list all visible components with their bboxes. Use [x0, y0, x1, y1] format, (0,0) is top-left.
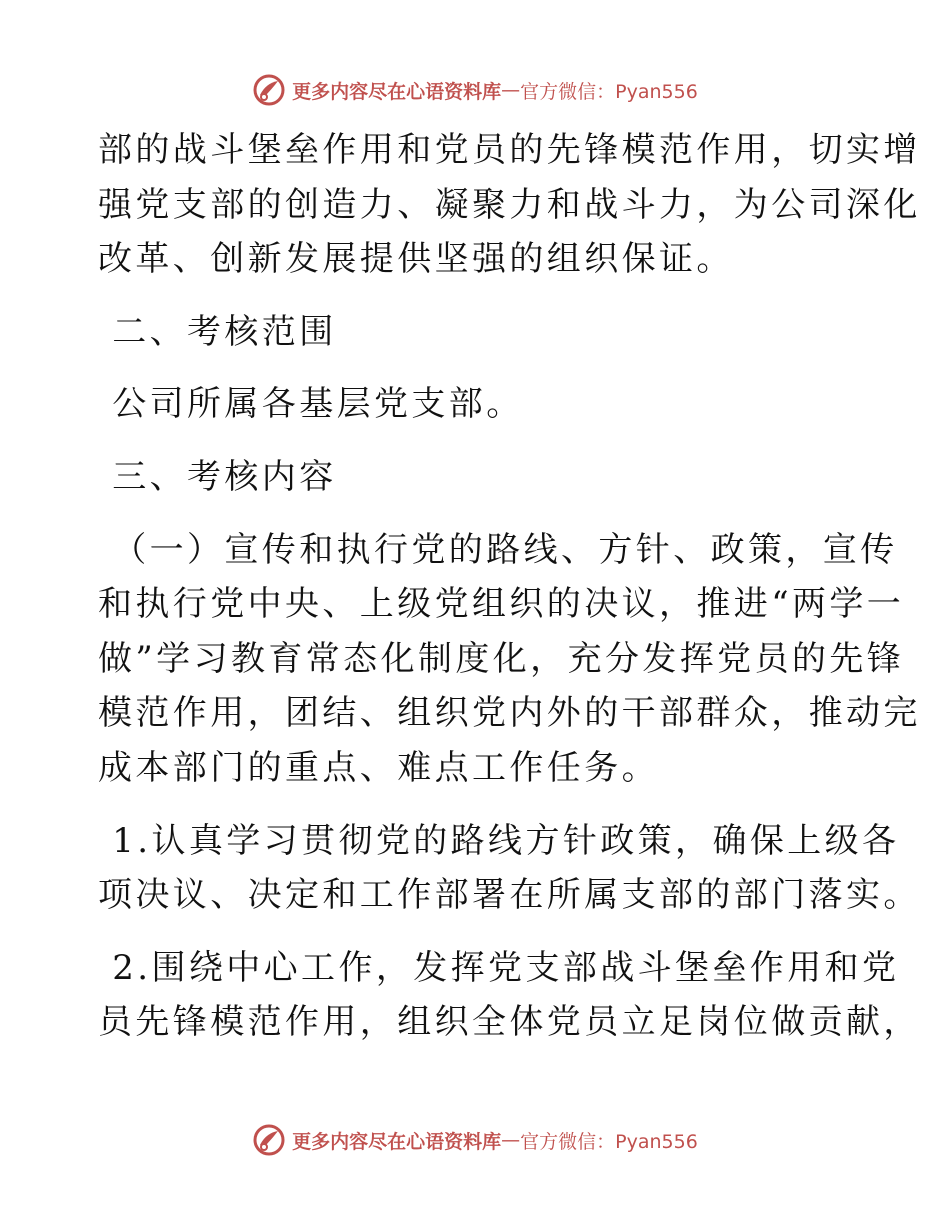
text-line: 模范作用，团结、组织党内外的干部群众，推动完 — [98, 693, 921, 734]
watermark-brand: 更多内容尽在心语资料库 — [292, 1130, 502, 1153]
text-line: 成本部门的重点、难点工作任务。 — [98, 747, 659, 788]
text-line: 强党支部的创造力、凝聚力和战斗力，为公司深化 — [98, 184, 921, 225]
heading-text: 二、考核范围 — [98, 311, 337, 352]
text-line: 做”学习教育常态化制度化，充分发挥党员的先锋 — [98, 638, 905, 679]
section-heading-content — [98, 450, 858, 505]
heading-text: 三、考核内容 — [98, 456, 337, 497]
text-line: 2.围绕中心工作，发挥党支部战斗堡垒作用和党 — [98, 947, 900, 988]
watermark-contact: 官方微信：Pyan556 — [520, 80, 698, 103]
paragraph-scope — [98, 377, 858, 432]
brand-logo-icon — [252, 73, 286, 107]
paragraph-intro — [98, 123, 921, 287]
section-heading-scope — [98, 305, 858, 360]
text-line: 1.认真学习贯彻党的路线方针政策，确保上级各 — [98, 820, 900, 861]
text-line: 和执行党中央、上级党组织的决议，推进“两学一 — [98, 584, 905, 625]
text-line: （一）宣传和执行党的路线、方针、政策，宣传 — [98, 529, 898, 570]
footer-watermark — [0, 1120, 950, 1160]
paragraph-subitem-1 — [98, 814, 921, 923]
paragraph-subitem-2 — [98, 941, 921, 1050]
watermark-brand: 更多内容尽在心语资料库 — [292, 80, 502, 103]
paragraph-item-one — [98, 523, 921, 796]
header-watermark — [0, 70, 950, 110]
text-line: 公司所属各基层党支部。 — [98, 384, 524, 425]
brand-logo-icon — [252, 1123, 286, 1157]
text-line: 员先锋模范作用，组织全体党员立足岗位做贡献， — [98, 1002, 921, 1043]
text-line: 项决议、决定和工作部署在所属支部的部门落实。 — [98, 875, 921, 916]
text-line: 部的战斗堡垒作用和党员的先锋模范作用，切实增 — [98, 130, 921, 170]
watermark-separator: — — [501, 79, 521, 101]
document-body — [98, 123, 921, 1050]
watermark-contact: 官方微信：Pyan556 — [520, 1130, 698, 1153]
text-line: 改革、创新发展提供坚强的组织保证。 — [98, 239, 734, 280]
watermark-separator: — — [501, 1129, 521, 1151]
